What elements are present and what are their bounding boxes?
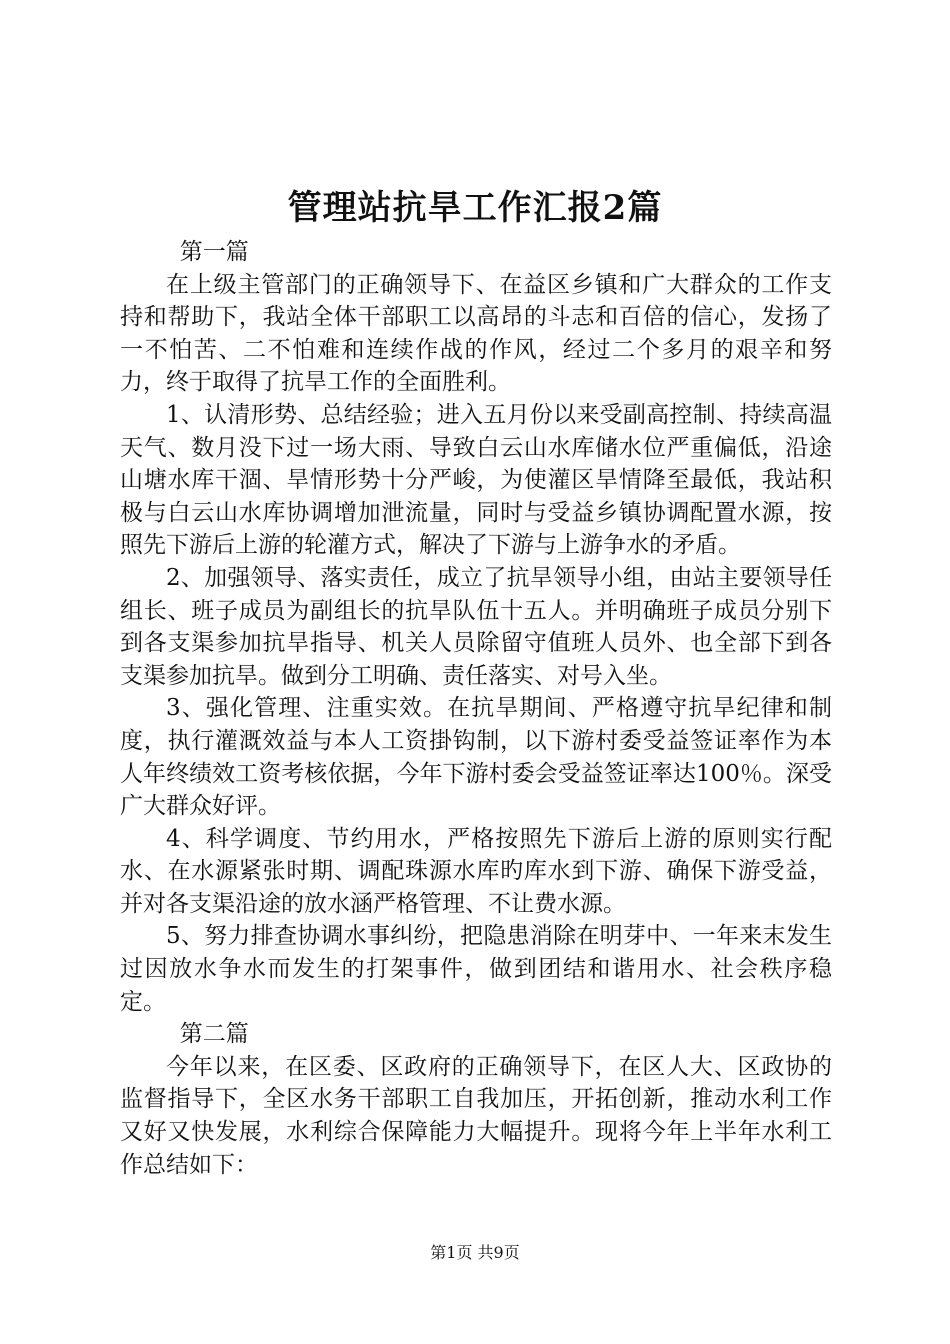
paragraph-intro-2: 今年以来，在区委、区政府的正确领导下，在区人大、区政协的监督指导下，全区水务干部职工自我加压，开拓创新，推动水利工作又好又快发展，水利综合保障能力大幅提升。现将今年上半年水利工作总结如下： [120,1053,832,1178]
paragraph-point-5: 5、努力排查协调水事纠纷，把隐患消除在明芽中、一年来末发生过因放水争水而发生的打架事件，做到团结和谐用水、社会秩序稳定。 [120,923,832,1015]
paragraph-point-2: 2、加强领导、落实责任，成立了抗旱领导小组，由站主要领导任组长、班子成员为副组长的抗旱队伍十五人。并明确班子成员分别下到各支渠参加抗旱指导、机关人员除留守值班人员外、也全部下到各支渠参加抗旱。做到分工明确、责任落实、对号入坐。 [120,564,832,689]
paragraph-point-1: 1、认清形势、总结经验；进入五月份以来受副高控制、持续高温天气、数月没下过一场大雨、导致白云山水库储水位严重偏低，沿途山塘水库干涸、旱情形势十分严峻，为使灌区旱情降至最低，我站积极与白云山水库协调增加泄流量，同时与受益乡镇协调配置水源，按照先下游后上游的轮灌方式，解决了下游与上游争水的矛盾。 [120,401,832,559]
document-body [120,236,832,1181]
paragraph-intro-1: 在上级主管部门的正确领导下、在益区乡镇和广大群众的工作支持和帮助下，我站全体干部职工以高昂的斗志和百倍的信心，发扬了一不怕苦、二不怕难和连续作战的作风，经过二个多月的艰辛和努力，终于取得了抗旱工作的全面胜利。 [120,271,832,396]
paragraph-point-3: 3、强化管理、注重实效。在抗旱期间、严格遵守抗旱纪律和制度，执行灌溉效益与本人工资掛钩制，以下游村委受益签证率作为本人年终绩效工资考核依据，今年下游村委会受益签证率达100％。深受广大群众好评。 [120,695,832,820]
paragraph-point-4: 4、科学调度、节约用水，严格按照先下游后上游的原则实行配水、在水源紧张时期、调配珠源水库旳库水到下游、确保下游受益，并对各支渠沿途的放水涵严格管理、不让费水源。 [120,825,832,917]
section-heading-2: 第二篇 [179,1021,249,1048]
document-title: 管理站抗旱工作汇报2篇 [287,188,663,228]
section-heading-1: 第一篇 [179,239,249,265]
page-number-footer: 第1页 共9页 [430,1243,520,1262]
